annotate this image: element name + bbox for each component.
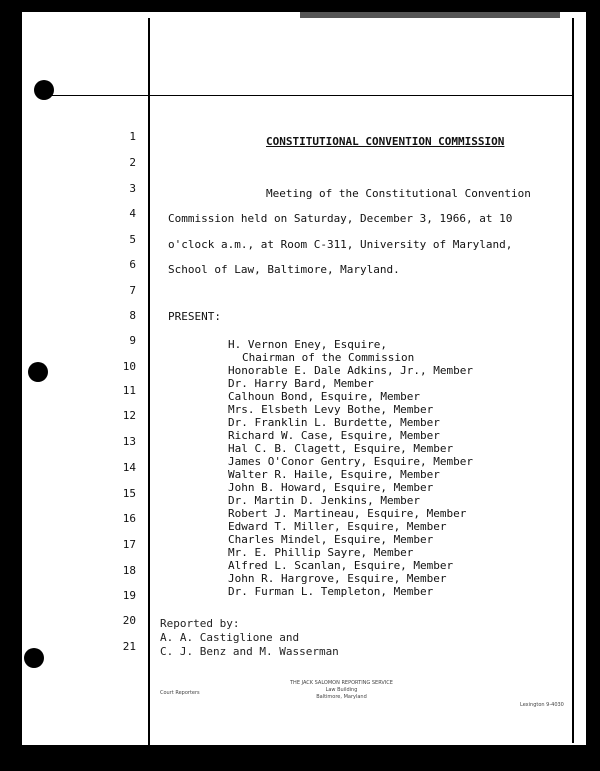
attendee: Dr. Franklin L. Burdette, Member <box>228 416 440 429</box>
attendee: Charles Mindel, Esquire, Member <box>228 533 434 546</box>
attendee: Dr. Furman L. Templeton, Member <box>228 585 434 598</box>
line-number: 21 <box>122 640 136 653</box>
punch-hole-bottom <box>24 648 44 668</box>
reporter-line: A. A. Castiglione and <box>160 631 300 644</box>
attendee: James O'Conor Gentry, Esquire, Member <box>228 455 474 468</box>
line-number: 11 <box>122 384 136 397</box>
footer-building: Law Building <box>325 687 358 693</box>
line-number: 3 <box>129 182 136 195</box>
line-number: 17 <box>122 538 136 551</box>
attendee-title: Chairman of the Commission <box>242 351 415 364</box>
attendee: Walter R. Haile, Esquire, Member <box>228 468 440 481</box>
punch-hole-middle <box>28 362 48 382</box>
line-number: 2 <box>129 156 136 169</box>
line-number: 7 <box>129 284 136 297</box>
attendee: John B. Howard, Esquire, Member <box>228 481 434 494</box>
reporter-line: C. J. Benz and M. Wasserman <box>160 645 339 658</box>
line-number: 4 <box>129 207 136 220</box>
attendee: Mrs. Elsbeth Levy Bothe, Member <box>228 403 434 416</box>
footer-city: Baltimore, Maryland <box>316 694 367 700</box>
line-number: 10 <box>122 360 136 373</box>
document-title: CONSTITUTIONAL CONVENTION COMMISSION <box>266 135 505 148</box>
attendee: H. Vernon Eney, Esquire, <box>228 338 387 351</box>
punch-hole-top <box>34 80 54 100</box>
scan-right-edge <box>586 0 600 771</box>
footer-letterhead <box>290 680 393 701</box>
attendee: Edward T. Miller, Esquire, Member <box>228 520 447 533</box>
footer-left-text: Court Reporters <box>160 690 200 696</box>
line-number: 6 <box>129 258 136 271</box>
scan-top-edge <box>0 0 600 12</box>
scan-top-noise <box>300 12 560 18</box>
attendee: Dr. Martin D. Jenkins, Member <box>228 494 421 507</box>
attendee: Robert J. Martineau, Esquire, Member <box>228 507 467 520</box>
attendee: Mr. E. Phillip Sayre, Member <box>228 546 414 559</box>
reported-by-label: Reported by: <box>160 617 240 630</box>
footer-company: THE JACK SALOMON REPORTING SERVICE <box>290 680 393 686</box>
line-number: 8 <box>129 309 136 322</box>
header-rule <box>40 95 572 96</box>
line-number: 20 <box>122 614 136 627</box>
footer-phone: Lexington 9-4030 <box>520 702 564 708</box>
paragraph-line: Meeting of the Constitutional Convention <box>266 187 531 200</box>
margin-rule-right <box>572 18 574 743</box>
paragraph-line: o'clock a.m., at Room C-311, University of Maryland, <box>168 238 513 251</box>
attendee: John R. Hargrove, Esquire, Member <box>228 572 447 585</box>
line-number: 5 <box>129 233 136 246</box>
line-number: 16 <box>122 512 136 525</box>
attendee: Hal C. B. Clagett, Esquire, Member <box>228 442 454 455</box>
line-number: 1 <box>129 130 136 143</box>
paragraph-line: School of Law, Baltimore, Maryland. <box>168 263 400 276</box>
line-number: 15 <box>122 487 136 500</box>
attendee: Dr. Harry Bard, Member <box>228 377 374 390</box>
attendee: Honorable E. Dale Adkins, Jr., Member <box>228 364 474 377</box>
scan-left-edge <box>0 0 22 771</box>
paragraph-line: Commission held on Saturday, December 3, 1966, at 10 <box>168 212 513 225</box>
line-number: 19 <box>122 589 136 602</box>
line-number: 18 <box>122 564 136 577</box>
margin-rule-left <box>148 18 150 753</box>
line-number: 12 <box>122 409 136 422</box>
attendee: Alfred L. Scanlan, Esquire, Member <box>228 559 454 572</box>
attendee: Calhoun Bond, Esquire, Member <box>228 390 421 403</box>
scan-bottom-edge <box>0 745 600 771</box>
attendee: Richard W. Case, Esquire, Member <box>228 429 440 442</box>
line-number: 14 <box>122 461 136 474</box>
present-label: PRESENT: <box>168 310 221 323</box>
line-number: 9 <box>129 334 136 347</box>
line-number: 13 <box>122 435 136 448</box>
